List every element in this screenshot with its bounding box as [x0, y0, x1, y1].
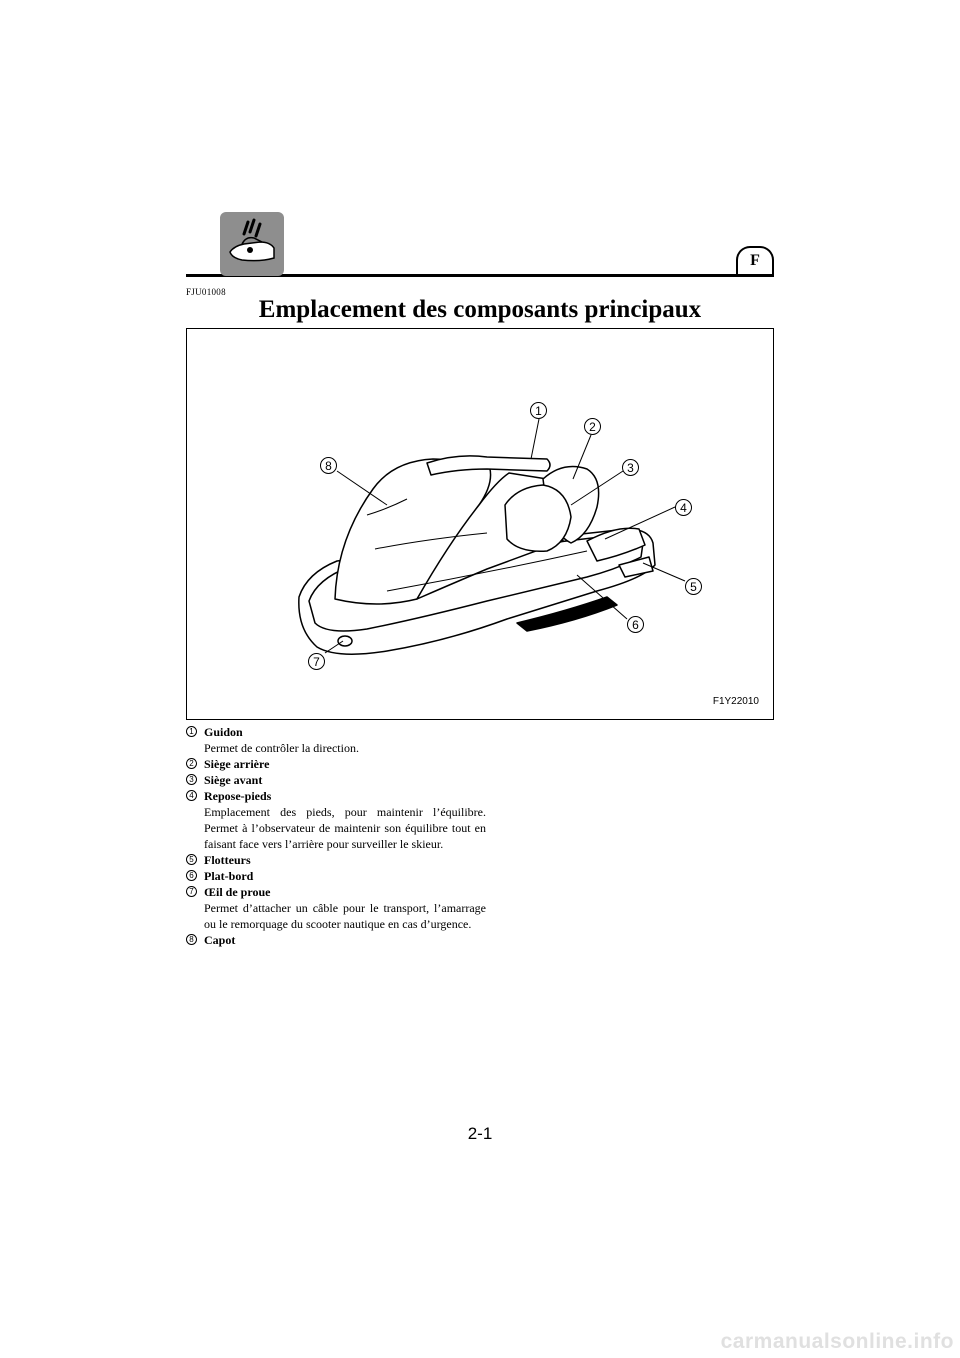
callout-7: 7	[308, 653, 325, 670]
legend-item	[186, 772, 486, 788]
legend-title: Œil de proue	[204, 885, 271, 899]
figure-frame	[186, 328, 774, 720]
callout-2: 2	[584, 418, 601, 435]
watercraft-illustration	[187, 329, 773, 719]
legend	[186, 724, 486, 948]
callout-6: 6	[627, 616, 644, 633]
legend-number: 4	[186, 790, 197, 801]
legend-number: 6	[186, 870, 197, 881]
chapter-icon	[220, 212, 284, 276]
legend-description: Permet de contrôler la direction.	[204, 741, 359, 755]
legend-number: 8	[186, 934, 197, 945]
legend-title: Repose-pieds	[204, 789, 272, 803]
legend-title: Siège avant	[204, 773, 263, 787]
legend-item	[186, 932, 486, 948]
legend-item	[186, 756, 486, 772]
callout-1: 1	[530, 402, 547, 419]
legend-item	[186, 852, 486, 868]
jet-ski-icon	[220, 212, 284, 276]
watermark: carmanualsonline.info	[720, 1330, 954, 1353]
callout-8: 8	[320, 457, 337, 474]
legend-item	[186, 724, 486, 756]
legend-number: 5	[186, 854, 197, 865]
legend-number: 1	[186, 726, 197, 737]
legend-title: Capot	[204, 933, 236, 947]
figure-code: F1Y22010	[712, 696, 759, 707]
callout-3: 3	[622, 459, 639, 476]
legend-item	[186, 788, 486, 852]
callout-5: 5	[685, 578, 702, 595]
legend-item	[186, 868, 486, 884]
page-number: 2-1	[467, 1124, 493, 1143]
legend-number: 7	[186, 886, 197, 897]
legend-item	[186, 884, 486, 932]
legend-title: Plat-bord	[204, 869, 254, 883]
document-code: FJU01008	[186, 287, 226, 297]
callout-4: 4	[675, 499, 692, 516]
legend-number: 3	[186, 774, 197, 785]
page-title: Emplacement des composants principaux	[258, 296, 702, 323]
legend-description: Emplacement des pieds, pour maintenir l’équilibre. Permet à l’observateur de maintenir son équilibre tout en faisant face vers l’arrière pour surveiller le skieur.	[204, 805, 486, 851]
legend-title: Guidon	[204, 725, 243, 739]
legend-title: Siège arrière	[204, 757, 270, 771]
legend-title: Flotteurs	[204, 853, 251, 867]
legend-number: 2	[186, 758, 197, 769]
legend-description: Permet d’attacher un câble pour le transport, l’amarrage ou le remorquage du scooter nautique en cas d’urgence.	[204, 901, 486, 931]
language-badge: F	[736, 246, 774, 274]
